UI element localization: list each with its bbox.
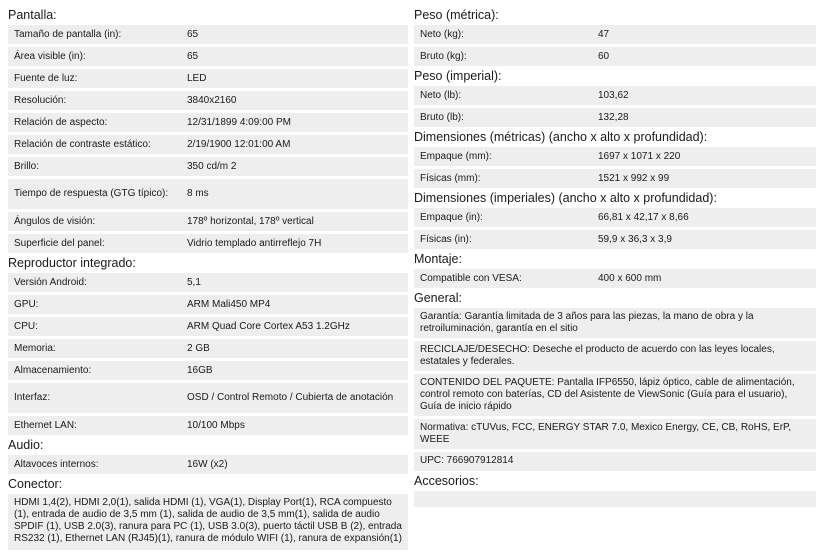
section-dimensiones-imperiales-ancho-x-alto-x-profundidad [414,191,816,249]
section-accesorios [414,474,816,507]
spec-row [414,25,816,44]
spec-row [8,361,408,380]
spec-value: 65 [187,28,199,40]
spec-value: ARM Mali450 MP4 [187,298,271,310]
spec-row [8,135,408,154]
spec-label: Altavoces internos: [14,458,99,470]
spec-label: Empaque (in): [420,211,483,223]
spec-row [8,113,408,132]
spec-row [8,157,408,176]
spec-label: Bruto (lb): [420,111,464,123]
section-title: Montaje: [414,252,462,266]
spec-value: 400 x 600 mm [598,272,662,284]
spec-row [8,383,408,413]
section-title: Conector: [8,477,63,491]
spec-label: Empaque (mm): [420,150,492,162]
spec-value: 10/100 Mbps [187,419,245,431]
section-title: Reproductor integrado: [8,256,136,270]
spec-label: Almacenamiento: [14,364,92,376]
spec-row [414,108,816,127]
spec-label: Brillo: [14,160,40,172]
section-title: Dimensiones (imperiales) (ancho x alto x profundidad): [414,191,717,205]
spec-row [414,169,816,188]
spec-value: 178º horizontal, 178º vertical [187,215,314,227]
spec-row [8,25,408,44]
spec-label: GPU: [14,298,39,310]
spec-note: HDMI 1,4(2), HDMI 2,0(1), salida HDMI (1), VGA(1), Display Port(1), RCA compuesto (1), entrada de audio de 3,5 mm (1), salida de audio de 3,5 mm(1), salida de audio SPDIF (1), USB 2.0(3), ranura para PC (1), USB 3.0(3), puerto táctil USB B (2), entrada RS232 (1), Ethernet LAN (RJ45)(1), ranura de módulo WIFI (1), ranura de expansión(1) [8,494,408,550]
section-montaje [414,252,816,288]
spec-value: 65 [187,50,199,62]
spec-value: 350 cd/m 2 [187,160,237,172]
spec-label: Fuente de luz: [14,72,78,84]
spec-row [8,416,408,435]
spec-row [8,295,408,314]
section-title: General: [414,291,462,305]
spec-note: RECICLAJE/DESECHO: Deseche el producto de acuerdo con las leyes locales, estatales y federales. [414,341,816,371]
spec-label: Memoria: [14,342,56,354]
spec-label: Tamaño de pantalla (in): [14,28,122,40]
spec-value: 1697 x 1071 x 220 [598,150,681,162]
spec-note: Normativa: cTUVus, FCC, ENERGY STAR 7.0, Mexico Energy, CE, CB, RoHS, ErP, WEEE [414,419,816,449]
section-conector [8,477,408,550]
spec-value: 132,28 [598,111,629,123]
section-title: Audio: [8,438,44,452]
section-dimensiones-metricas-ancho-x-alto-x-profundidad [414,130,816,188]
spec-label: Ethernet LAN: [14,419,77,431]
spec-row [8,69,408,88]
spec-row [414,47,816,66]
spec-row [8,179,408,209]
section-title: Peso (imperial): [414,69,502,83]
spec-row [8,317,408,336]
spec-row [8,212,408,231]
spec-value: OSD / Control Remoto / Cubierta de anotación [187,392,394,403]
spec-value: 16GB [187,364,213,376]
spec-value: 60 [598,50,610,62]
spec-value: 3840x2160 [187,94,237,106]
section-title: Peso (métrica): [414,8,499,22]
left-column [8,6,408,553]
spec-row [8,234,408,253]
section-pantalla [8,8,408,253]
spec-row [414,86,816,105]
spec-value: 66,81 x 42,17 x 8,66 [598,211,689,223]
spec-value: 2/19/1900 12:01:00 AM [187,138,291,150]
spec-value: 12/31/1899 4:09:00 PM [187,116,291,128]
spec-row [8,47,408,66]
spec-label: Relación de aspecto: [14,116,108,128]
spec-label: Neto (kg): [420,28,464,40]
spec-row [8,339,408,358]
spec-note: Garantía: Garantía limitada de 3 años para las piezas, la mano de obra y la retroiluminación, garantía en el sitio [414,308,816,338]
spec-value: 1521 x 992 x 99 [598,172,670,184]
section-title: Accesorios: [414,474,479,488]
spec-value: 103,62 [598,89,629,101]
spec-row [414,208,816,227]
spec-label: Físicas (in): [420,233,472,245]
spec-label: Área visible (in): [14,50,86,62]
spec-label: Resolución: [14,94,67,106]
spec-row [8,91,408,110]
spec-value: 47 [598,28,610,40]
spec-note: UPC: 766907912814 [414,452,816,471]
spec-label: Bruto (kg): [420,50,467,62]
spec-value: 5,1 [187,276,201,288]
section-title: Pantalla: [8,8,57,22]
spec-value: 16W (x2) [187,458,228,470]
right-column [414,6,816,510]
spec-note: CONTENIDO DEL PAQUETE: Pantalla IFP6550, lápiz óptico, cable de alimentación, control remoto con baterías, CD del Asistente de ViewSonic (Guía para el usuario), Guía de inicio rápido [414,374,816,416]
spec-label: Superficie del panel: [14,237,105,249]
spec-row [8,455,408,474]
spec-label: Neto (lb): [420,89,462,101]
spec-label: Versión Android: [14,276,87,288]
spec-value: LED [187,72,207,84]
spec-label: Tiempo de respuesta (GTG típico): [14,188,169,199]
section-title: Dimensiones (métricas) (ancho x alto x profundidad): [414,130,708,144]
spec-label: Relación de contraste estático: [14,138,151,150]
spec-label: Físicas (mm): [420,172,481,184]
spec-row [414,230,816,249]
spec-row [414,269,816,288]
empty-row [414,491,816,507]
spec-value: ARM Quad Core Cortex A53 1.2GHz [187,320,350,332]
spec-label: CPU: [14,320,38,332]
section-general [414,291,816,471]
spec-value: Vidrio templado antirreflejo 7H [187,237,322,249]
spec-label: Interfaz: [14,392,51,403]
spec-label: Compatible con VESA: [420,272,522,284]
section-peso-imperial [414,69,816,127]
section-peso-metrica [414,8,816,66]
spec-row [414,147,816,166]
section-audio [8,438,408,474]
spec-value: 2 GB [187,342,210,354]
spec-row [8,273,408,292]
spec-value: 8 ms [187,188,209,199]
spec-label: Ángulos de visión: [14,215,96,227]
spec-value: 59,9 x 36,3 x 3,9 [598,233,672,245]
section-reproductor-integrado [8,256,408,435]
